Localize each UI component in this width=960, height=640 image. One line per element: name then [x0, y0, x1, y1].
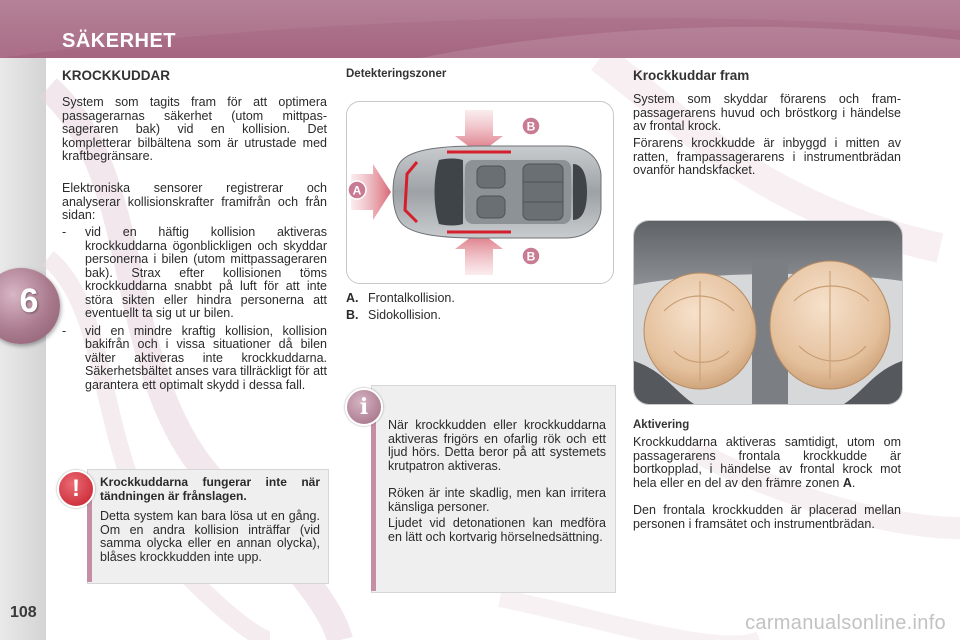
activation-paragraph — [633, 436, 901, 490]
car-detection-diagram — [346, 101, 614, 284]
list-item-text: vid en mindre kraftig kollision, kollision bakifrån och i vissa situationer då bilen välter aktiveras inte krockkuddarna. Säkerhetsbältet anses vara tillräckligt för att garantera ett optimalt skydd i dessa fall. — [85, 323, 327, 392]
info-icon — [345, 388, 383, 426]
list-marker: - — [62, 225, 67, 239]
chapter-sidebar — [0, 58, 46, 640]
info-paragraph-3: Ljudet vid detonationen kan medföra en lätt och kortvarig hörselnedsättning. — [388, 516, 606, 544]
page-title: SÄKERHET — [62, 30, 177, 52]
warning-icon-glyph: ! — [72, 475, 80, 502]
legend-text: Frontalkollision. — [368, 291, 455, 305]
section-heading-airbags: KROCKKUDDAR — [62, 68, 170, 83]
airbag-location-paragraph: Den frontala krockkudden är placerad mellan personen i framsätet och instrumentbrädan. — [633, 503, 901, 531]
activation-heading: Aktivering — [633, 419, 690, 431]
zone-a-marker: A — [352, 183, 362, 198]
chapter-number: 6 — [19, 282, 39, 320]
legend-item-b — [346, 307, 455, 324]
legend-key: B. — [346, 308, 359, 322]
warning-body: Detta system kan bara lösa ut en gång. Om en andra kollision inträffar (vid samma olycka eller en annan olycka), blåses krockkudden inte upp. — [100, 509, 320, 564]
legend-text: Sidokollision. — [368, 308, 441, 322]
inflated-airbags-image — [634, 221, 902, 404]
list-item-text: vid en häftig kollision aktiveras krockkuddarna ögonblickligen och skyddar personerna i bilen (utom mittpassageraren bak). Strax efter kollisionen töms krockkuddarna snabbt på luft för att inte störa sikten eller hindra personerna att eventuellt ta sig ut ur bilen. — [85, 225, 327, 320]
collision-list — [62, 226, 327, 396]
activation-text-end: . — [851, 475, 856, 490]
car-top-view-illustration — [347, 102, 613, 283]
front-airbags-illustration — [633, 220, 903, 405]
intro-paragraph: System som tagits fram för att optimera passagerarnas säkerhet (utom mittpassageraren bak) vid en kollision. Det kompletterar bilbältena som är utrustade med kraftbegränsare. — [62, 95, 327, 163]
legend-key: A. — [346, 291, 359, 305]
list-item — [62, 226, 327, 321]
legend-item-a — [346, 290, 455, 307]
sensors-paragraph: Elektroniska sensorer registrerar och analyserar kollisionskrafter framifrån och från sidan: — [62, 181, 327, 222]
page-number: 108 — [10, 604, 37, 621]
warning-icon — [57, 470, 95, 508]
warning-title: Krockkuddarna fungerar inte när tändningen är frånslagen. — [100, 475, 320, 503]
zone-b-top-marker: B — [526, 119, 536, 134]
detection-zones-heading: Detekteringszoner — [346, 68, 447, 80]
list-item — [62, 325, 327, 393]
zone-b-bottom-marker: B — [526, 249, 536, 264]
info-icon-glyph: i — [359, 394, 369, 420]
watermark: carmanualsonline.info — [745, 612, 946, 634]
activation-text: Krockkuddarna aktiveras samtidigt, utom om passagerarens frontala krockkudde är bortkopplad, i händelse av frontal krock mot hela eller en del av den främre zonen — [633, 435, 901, 490]
info-paragraph-1: När krockkudden eller krockkuddarna aktiveras frigörs en ofarlig rök och ett ljud hörs. Detta beror på att systemets krutpatron aktiveras. — [388, 418, 606, 473]
front-airbags-paragraph-1: System som skyddar förarens och frampassagerarens huvud och bröstkorg i händelse av frontal krock. — [633, 92, 901, 133]
info-paragraph-2: Röken är inte skadlig, men kan irritera känsliga personer. — [388, 486, 606, 514]
zone-reference: A — [842, 475, 852, 490]
front-airbags-heading: Krockkuddar fram — [633, 68, 750, 83]
zone-legend — [346, 290, 455, 324]
front-airbags-paragraph-2: Förarens krockkudde är inbyggd i mitten av ratten, frampassagerarens i instrumentbrädan ovanför handskfacket. — [633, 136, 901, 177]
list-marker: - — [62, 323, 67, 338]
info-accent-bar — [371, 415, 376, 591]
warning-accent-bar — [87, 499, 92, 582]
